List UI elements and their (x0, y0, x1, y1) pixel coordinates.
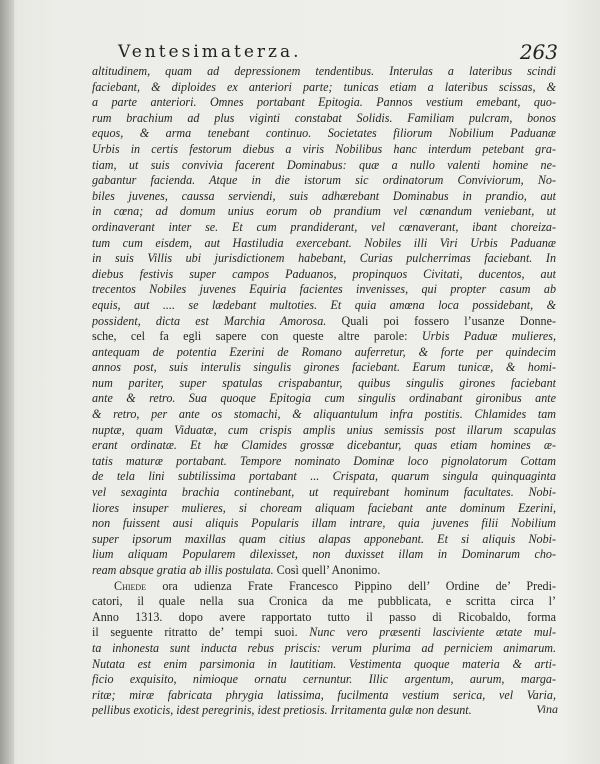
text-line (92, 579, 556, 595)
text-line (92, 126, 556, 142)
text-line (92, 360, 556, 376)
text-segment: ream absque gratia ab illis postulata. (92, 563, 274, 577)
text-line (92, 547, 556, 563)
text-line (92, 438, 556, 454)
text-line (92, 267, 556, 283)
text-segment: Urbis Paduæ mulieres, (421, 329, 556, 344)
text-segment: Urbis in certis festorum diebus a viris Nobilibus hanc interdum petebant gra- (92, 141, 556, 156)
text-line (92, 298, 556, 314)
text-segment: rum brachium ad plus viginti constabat Solidis. Familiam pulcram, bonos (92, 110, 556, 125)
text-line (92, 251, 556, 267)
text-segment: lium aliquam Popularem dilexisset, non duxisset illam in Dominarum cho- (92, 547, 556, 562)
text-line (92, 407, 556, 423)
text-line (92, 516, 556, 532)
text-segment: equos, & arma tenebant continuo. Societates filiorum Nobilium Paduanæ (92, 126, 556, 141)
text-line (92, 469, 556, 485)
text-line (92, 204, 556, 220)
text-line (92, 657, 556, 673)
text-segment: liores insuper mulieres, si choream aliquam faciebant ante dominum Ezerini, (92, 500, 556, 515)
text-line (92, 189, 556, 205)
text-segment: Nutata est enim parsimonia in lautitiam. Vestimenta quoque materia & arti- (92, 656, 556, 671)
text-line (92, 220, 556, 236)
text-line (92, 111, 556, 127)
text-segment: biles juvenes, caussa serviendi, suis adhærebant Dominabus in prandio, aut (92, 188, 556, 203)
text-line (92, 703, 556, 719)
text-segment: super ipsorum maxillas quam citius alapas apponebant. Et si aliquis Nobi- (92, 531, 556, 546)
text-segment: Così quell’ Anonimo. (273, 563, 381, 577)
text-line (92, 64, 556, 80)
text-segment: sche, cel fa egli sapere con queste altre parole: (92, 329, 422, 344)
chapter-title: Ventesimaterza. (118, 42, 302, 62)
text-line (92, 376, 556, 392)
text-segment: equis, aut .... se lædebant multoties. Et quia amœna loca possidebant, & (92, 297, 556, 312)
text-segment: annos post, suis interulis singulis girones faciebant. Earum tunicæ, & homi- (92, 360, 556, 375)
text-line (92, 95, 556, 111)
text-segment: de tela lini subtilissima portabant ... Crispata, quarum singula quinquaginta (92, 469, 556, 484)
text-line (92, 345, 556, 361)
text-segment: diebus festivis super campos Paduanos, propinquos Civitati, ducentos, aut (92, 266, 556, 281)
text-line (92, 532, 556, 548)
text-line (92, 80, 556, 96)
text-line (92, 688, 556, 704)
text-segment: Anno 1313. dopo avere rapportato tutto il passo di Ricobaldo, forma (92, 609, 556, 624)
catchword: Vina (536, 702, 558, 716)
text-line (92, 594, 556, 610)
text-line (92, 454, 556, 470)
text-line (92, 314, 556, 330)
text-segment: non fuissent ausi aliquis Popularis illam intrare, quia juvenes filii Nobilium (92, 516, 556, 531)
text-segment: erant ordinatæ. Et hæ Clamides grossæ dicebantur, quas etiam homines æ- (92, 438, 556, 453)
text-segment: a parte anteriori. Omnes portabant Epitogia. Pannos vestium emebant, quo- (92, 95, 556, 110)
text-line (92, 625, 556, 641)
text-line (92, 142, 556, 158)
text-line (92, 391, 556, 407)
text-segment: ficio exquisito, nimioque ornatu cernuntur. Illic argentum, aurum, marga- (92, 672, 556, 687)
text-segment: ta inhonesta sunt inducta rebus priscis: verum plurima ad perniciem animarum. (92, 640, 556, 655)
text-segment: Quali poi fossero l’usanze Donne- (326, 313, 556, 328)
text-line (92, 563, 556, 579)
text-segment: possident, dicta est Marchia Amorosa. (92, 313, 327, 328)
text-segment: ora udienza Frate Francesco Pippino dell’ Ordine de’ Predi- (146, 578, 556, 593)
text-segment: vel sexaginta brachia continebant, ut requirebant hominum facultates. Nobi- (92, 485, 556, 500)
text-line (92, 329, 556, 345)
text-segment: catori, il quale nella sua Cronica da me pubblicata, e scritta circa l’ (92, 594, 556, 609)
text-segment: in suis Villis ubi jurisdictionem habebant, Curias pulcherrimas faciebant. In (92, 251, 556, 266)
text-segment: altitudinem, quam ad depressionem tendentibus. Interulas a lateribus scindi (92, 64, 556, 78)
running-head (118, 40, 558, 66)
text-line (92, 672, 556, 688)
page-gutter (0, 0, 14, 764)
text-line (92, 501, 556, 517)
text-line (92, 610, 556, 626)
text-segment: trecentos Nobiles juvenes Equiria facientes invenisses, qui propter casum ab (92, 282, 556, 297)
text-segment: ordinaverant inter se. Et cum prandiderant, vel cœnaverant, ibant choreiza- (92, 219, 556, 234)
text-line (92, 485, 556, 501)
text-segment: pellibus exoticis, idest peregrinis, idest pretiosis. Irritamenta gulæ non desunt. (92, 703, 472, 718)
text-segment: tatis maturæ portabant. Tempore nominato Dominæ loco pignolatorum Cottam (92, 453, 556, 468)
text-line (92, 641, 556, 657)
text-segment: gabantur facienda. Atque in die istorum sic ordinatorum Conviviorum, No- (92, 173, 556, 188)
text-segment: tiam, ut suis convivia facerent Dominabus: quæ a nullo valenti homine ne- (92, 157, 556, 172)
text-line (92, 282, 556, 298)
text-segment: ritæ; miræ fabricata phrygia latissima, fucilmenta vestium serica, vel Varia, (92, 687, 556, 702)
text-segment: tum cum eisdem, aut Hastiludia exercebant. Nobiles illi Viri Urbis Paduanæ (92, 235, 556, 250)
text-segment: & retro, per ante os stomachi, & aliquantulum infra postitis. Chlamides tam (92, 407, 556, 422)
body-text (92, 64, 556, 719)
text-line (92, 236, 556, 252)
text-segment: il seguente ritratto de’ tempi suoi. (92, 625, 310, 640)
text-line (92, 158, 556, 174)
page-number: 263 (519, 40, 558, 64)
text-segment: num pariter, super spatulas crispabantur, quibus singulis girones faciebant (92, 375, 556, 390)
text-segment: ante & retro. Sua quoque Epitogia cum singulis ordinabant gironibus ante (92, 391, 556, 406)
text-segment: Nunc vero præsenti lasciviente ætate mul- (309, 625, 556, 640)
text-line (92, 423, 556, 439)
text-segment: nuptæ, quam Viduatæ, cum crispis amplis unius semissis post illarum scapulas (92, 422, 556, 437)
text-segment: faciebant, & diploides ex anteriori parte; tunicas etiam a lateribus scissas, & (92, 79, 556, 94)
text-segment: in cœna; ad domum unius eorum ob prandium vel cœnandum veniebant, ut (92, 204, 556, 219)
text-segment: antequam de potentia Ezerini de Romano auferretur, & forte per quindecim (92, 344, 556, 359)
text-line (92, 173, 556, 189)
text-segment: Chiede (114, 578, 147, 593)
